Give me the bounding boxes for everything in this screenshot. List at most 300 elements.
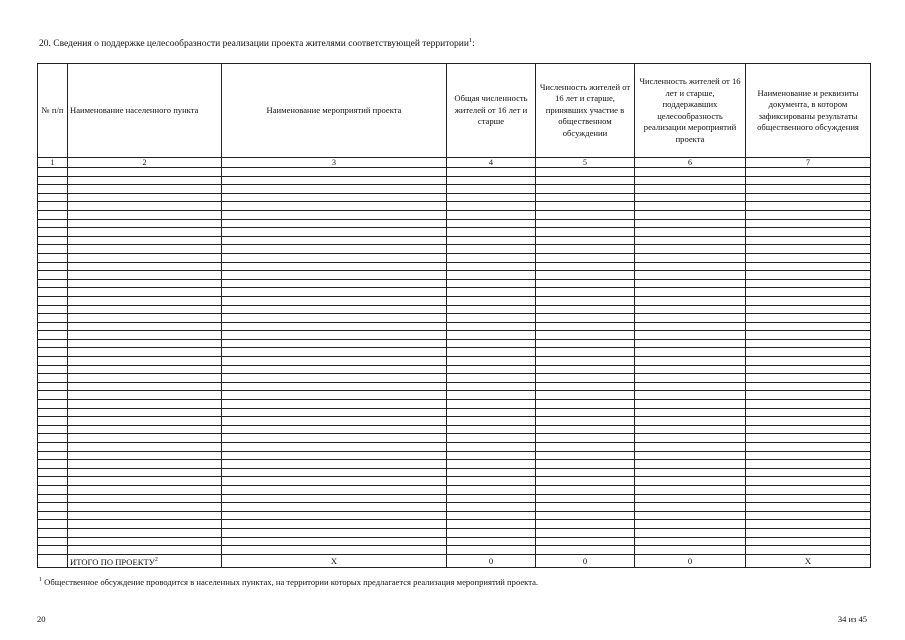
table-row — [38, 331, 871, 340]
table-cell — [222, 322, 447, 331]
table-cell — [38, 314, 68, 323]
table-cell — [536, 228, 635, 237]
table-cell — [222, 236, 447, 245]
form-section-heading — [39, 37, 475, 49]
table-cell — [38, 477, 68, 486]
table-cell — [447, 425, 536, 434]
table-cell — [38, 348, 68, 357]
table-cell — [746, 460, 871, 469]
table-row — [38, 494, 871, 503]
table-cell — [447, 520, 536, 529]
table-cell — [447, 391, 536, 400]
table-cell — [222, 202, 447, 211]
table-cell — [447, 468, 536, 477]
table-cell — [635, 348, 746, 357]
table-cell — [536, 468, 635, 477]
table-cell — [635, 331, 746, 340]
table-cell — [68, 236, 222, 245]
table-cell — [68, 288, 222, 297]
table-cell — [68, 408, 222, 417]
table-cell — [536, 503, 635, 512]
table-cell — [68, 494, 222, 503]
table-cell — [447, 434, 536, 443]
table-cell — [68, 314, 222, 323]
table-cell — [536, 425, 635, 434]
column-number: 2 — [68, 158, 222, 168]
table-cell — [447, 348, 536, 357]
table-cell — [68, 528, 222, 537]
column-number: 3 — [222, 158, 447, 168]
table-cell — [68, 331, 222, 340]
table-cell — [746, 520, 871, 529]
table-cell — [38, 537, 68, 546]
table-cell — [222, 374, 447, 383]
total-cell-total-residents: 0 — [447, 554, 536, 567]
header-cell-participants: Численность жителей от 16 лет и старше, принявших участие в общественном обсуждении — [536, 64, 635, 158]
table-cell — [635, 322, 746, 331]
total-footnote-mark: 2 — [154, 556, 158, 563]
table-cell — [746, 228, 871, 237]
table-cell — [536, 546, 635, 555]
table-cell — [746, 236, 871, 245]
heading-footnote-mark: 1 — [468, 37, 473, 44]
table-cell — [536, 348, 635, 357]
column-number: 6 — [635, 158, 746, 168]
table-cell — [68, 468, 222, 477]
table-row — [38, 511, 871, 520]
table-cell — [746, 262, 871, 271]
header-cell-activities: Наименование мероприятий проекта — [222, 64, 447, 158]
total-cell-supporters: 0 — [635, 554, 746, 567]
total-cell-activities: X — [222, 554, 447, 567]
table-cell — [222, 228, 447, 237]
table-cell — [38, 202, 68, 211]
table-cell — [536, 494, 635, 503]
table-cell — [635, 176, 746, 185]
total-cell-participants: 0 — [536, 554, 635, 567]
table-row — [38, 357, 871, 366]
table-cell — [222, 348, 447, 357]
table-cell — [447, 288, 536, 297]
table-cell — [222, 537, 447, 546]
table-row — [38, 425, 871, 434]
table-row — [38, 288, 871, 297]
table-cell — [222, 176, 447, 185]
table-cell — [536, 365, 635, 374]
table-cell — [635, 236, 746, 245]
table-cell — [38, 451, 68, 460]
table-row — [38, 271, 871, 280]
table-cell — [68, 245, 222, 254]
header-cell-supporters: Численность жителей от 16 лет и старше, поддержавших целесообразность реализации мероприятий проекта — [635, 64, 746, 158]
table-cell — [38, 374, 68, 383]
table-cell — [68, 271, 222, 280]
table-cell — [447, 219, 536, 228]
table-cell — [536, 357, 635, 366]
table-row — [38, 236, 871, 245]
table-cell — [635, 537, 746, 546]
table-cell — [222, 296, 447, 305]
table-cell — [68, 511, 222, 520]
table-cell — [38, 193, 68, 202]
table-row — [38, 382, 871, 391]
table-cell — [746, 425, 871, 434]
table-row — [38, 400, 871, 409]
table-cell — [746, 511, 871, 520]
table-cell — [746, 331, 871, 340]
table-cell — [38, 288, 68, 297]
table-cell — [635, 279, 746, 288]
table-cell — [635, 425, 746, 434]
table-cell — [447, 443, 536, 452]
table-cell — [536, 168, 635, 177]
table-cell — [447, 460, 536, 469]
table-cell — [746, 279, 871, 288]
table-cell — [68, 262, 222, 271]
table-row — [38, 210, 871, 219]
table-cell — [635, 528, 746, 537]
table-cell — [746, 528, 871, 537]
table-cell — [68, 417, 222, 426]
table-cell — [447, 365, 536, 374]
table-cell — [222, 168, 447, 177]
table-row — [38, 503, 871, 512]
table-row — [38, 460, 871, 469]
table-cell — [222, 503, 447, 512]
table-cell — [635, 374, 746, 383]
table-cell — [746, 348, 871, 357]
table-cell — [222, 314, 447, 323]
table-row — [38, 176, 871, 185]
table-cell — [447, 305, 536, 314]
table-cell — [68, 365, 222, 374]
table-cell — [536, 477, 635, 486]
table-cell — [222, 185, 447, 194]
table-cell — [635, 503, 746, 512]
table-cell — [635, 253, 746, 262]
table-cell — [38, 520, 68, 529]
table-row — [38, 314, 871, 323]
table-cell — [68, 374, 222, 383]
table-cell — [746, 494, 871, 503]
table-row — [38, 537, 871, 546]
table-cell — [68, 357, 222, 366]
table-cell — [38, 357, 68, 366]
table-cell — [38, 408, 68, 417]
table-cell — [746, 451, 871, 460]
table-cell — [38, 296, 68, 305]
column-number: 4 — [447, 158, 536, 168]
table-row — [38, 193, 871, 202]
table-cell — [635, 443, 746, 452]
table-cell — [635, 210, 746, 219]
footnote-text: Общественное обсуждение проводится в населенных пунктах, на территории которых предлагается реализация мероприятий проекта. — [44, 577, 539, 587]
table-row — [38, 434, 871, 443]
table-cell — [746, 339, 871, 348]
table-cell — [746, 485, 871, 494]
table-cell — [536, 485, 635, 494]
column-number: 5 — [536, 158, 635, 168]
table-cell — [68, 228, 222, 237]
table-cell — [38, 443, 68, 452]
total-row — [38, 554, 871, 567]
table-cell — [536, 262, 635, 271]
table-cell — [746, 546, 871, 555]
table-cell — [38, 219, 68, 228]
table-cell — [635, 468, 746, 477]
table-cell — [38, 468, 68, 477]
table-cell — [746, 443, 871, 452]
table-row — [38, 468, 871, 477]
table-cell — [38, 253, 68, 262]
table-cell — [222, 365, 447, 374]
table-row — [38, 520, 871, 529]
table-cell — [68, 305, 222, 314]
table-cell — [536, 245, 635, 254]
heading-tail: : — [472, 39, 475, 50]
table-cell — [746, 477, 871, 486]
header-cell-document: Наименование и реквизиты документа, в котором зафиксированы результаты общественного обсуждения — [746, 64, 871, 158]
table-row — [38, 391, 871, 400]
table-cell — [222, 288, 447, 297]
table-cell — [447, 228, 536, 237]
table-cell — [536, 176, 635, 185]
table-cell — [222, 382, 447, 391]
table-cell — [635, 228, 746, 237]
table-cell — [222, 305, 447, 314]
table-cell — [746, 417, 871, 426]
table-cell — [222, 262, 447, 271]
table-cell — [38, 210, 68, 219]
table-cell — [38, 400, 68, 409]
footnote — [39, 577, 538, 587]
table-cell — [68, 400, 222, 409]
table-cell — [447, 245, 536, 254]
table-cell — [222, 271, 447, 280]
table-cell — [536, 451, 635, 460]
table-cell — [222, 417, 447, 426]
table-cell — [746, 322, 871, 331]
table-row — [38, 322, 871, 331]
table-cell — [68, 546, 222, 555]
table-row — [38, 546, 871, 555]
table-cell — [222, 485, 447, 494]
table-cell — [635, 400, 746, 409]
table-cell — [68, 348, 222, 357]
table-cell — [746, 400, 871, 409]
table-cell — [447, 503, 536, 512]
table-cell — [447, 485, 536, 494]
table-cell — [68, 339, 222, 348]
table-row — [38, 185, 871, 194]
table-cell — [746, 296, 871, 305]
table-cell — [635, 520, 746, 529]
total-label — [68, 554, 222, 567]
table-cell — [38, 365, 68, 374]
table-cell — [38, 511, 68, 520]
table-cell — [447, 331, 536, 340]
table-row — [38, 202, 871, 211]
table-row — [38, 245, 871, 254]
table-row — [38, 262, 871, 271]
table-cell — [68, 279, 222, 288]
table-row — [38, 305, 871, 314]
table-cell — [68, 193, 222, 202]
table-cell — [222, 520, 447, 529]
table-cell — [447, 357, 536, 366]
table-cell — [536, 210, 635, 219]
table-cell — [38, 494, 68, 503]
table-cell — [222, 391, 447, 400]
table-cell — [447, 374, 536, 383]
table-cell — [536, 537, 635, 546]
table-cell — [68, 443, 222, 452]
table-cell — [635, 494, 746, 503]
table-cell — [536, 520, 635, 529]
table-cell — [536, 408, 635, 417]
table-row — [38, 365, 871, 374]
table-cell — [746, 537, 871, 546]
table-cell — [38, 262, 68, 271]
table-row — [38, 451, 871, 460]
table-cell — [222, 443, 447, 452]
table-cell — [746, 253, 871, 262]
table-cell — [746, 391, 871, 400]
table-row — [38, 528, 871, 537]
header-cell-total-residents: Общая численность жителей от 16 лет и старше — [447, 64, 536, 158]
table-cell — [447, 271, 536, 280]
table-cell — [746, 408, 871, 417]
table-cell — [68, 425, 222, 434]
table-cell — [447, 210, 536, 219]
footnote-mark: 1 — [39, 577, 42, 584]
table-cell — [38, 228, 68, 237]
table-cell — [746, 210, 871, 219]
table-row — [38, 253, 871, 262]
table-cell — [222, 468, 447, 477]
table-cell — [38, 245, 68, 254]
table-cell — [38, 176, 68, 185]
table-cell — [536, 417, 635, 426]
table-cell — [746, 176, 871, 185]
table-row — [38, 408, 871, 417]
table-cell — [222, 494, 447, 503]
table-cell — [38, 382, 68, 391]
table-cell — [536, 236, 635, 245]
table-cell — [635, 314, 746, 323]
table-cell — [68, 485, 222, 494]
table-cell — [222, 339, 447, 348]
table-cell — [222, 400, 447, 409]
table-cell — [68, 253, 222, 262]
table-cell — [38, 503, 68, 512]
table-cell — [447, 168, 536, 177]
table-cell — [447, 400, 536, 409]
table-cell — [447, 236, 536, 245]
table-cell — [447, 202, 536, 211]
table-cell — [536, 434, 635, 443]
table-cell — [635, 193, 746, 202]
table-cell — [635, 511, 746, 520]
table-cell — [536, 511, 635, 520]
table-cell — [536, 382, 635, 391]
table-cell — [447, 477, 536, 486]
table-cell — [536, 528, 635, 537]
table-cell — [447, 511, 536, 520]
table-cell — [746, 271, 871, 280]
table-cell — [222, 245, 447, 254]
table-cell — [746, 193, 871, 202]
table-cell — [447, 408, 536, 417]
table-cell — [536, 331, 635, 340]
table-cell — [635, 219, 746, 228]
header-cell-settlement: Наименование населенного пункта — [68, 64, 222, 158]
table-row — [38, 417, 871, 426]
table-cell — [38, 185, 68, 194]
table-cell — [447, 253, 536, 262]
table-row — [38, 219, 871, 228]
table-cell — [68, 382, 222, 391]
table-cell — [536, 279, 635, 288]
table-cell — [68, 185, 222, 194]
table-cell — [38, 271, 68, 280]
total-label-text: ИТОГО ПО ПРОЕКТУ — [70, 556, 155, 567]
table-cell — [447, 176, 536, 185]
table-cell — [222, 546, 447, 555]
table-cell — [68, 434, 222, 443]
table-cell — [746, 288, 871, 297]
table-cell — [38, 528, 68, 537]
table-cell — [68, 210, 222, 219]
table-cell — [222, 253, 447, 262]
table-cell — [635, 339, 746, 348]
table-cell — [635, 365, 746, 374]
table-cell — [536, 296, 635, 305]
table-row — [38, 477, 871, 486]
table-cell — [536, 443, 635, 452]
table-cell — [447, 417, 536, 426]
table-row — [38, 348, 871, 357]
table-cell — [222, 511, 447, 520]
table-cell — [536, 314, 635, 323]
table-cell — [68, 168, 222, 177]
table-cell — [38, 168, 68, 177]
table-cell — [635, 546, 746, 555]
table-cell — [746, 202, 871, 211]
table-cell — [222, 210, 447, 219]
table-cell — [635, 485, 746, 494]
table-cell — [536, 288, 635, 297]
table-cell — [68, 219, 222, 228]
table-cell — [635, 451, 746, 460]
support-table — [37, 63, 871, 568]
column-number-row — [38, 158, 871, 168]
table-row — [38, 443, 871, 452]
table-cell — [536, 305, 635, 314]
table-cell — [635, 288, 746, 297]
table-cell — [635, 168, 746, 177]
table-cell — [222, 460, 447, 469]
table-cell — [38, 485, 68, 494]
table-cell — [536, 322, 635, 331]
table-cell — [222, 331, 447, 340]
table-cell — [68, 296, 222, 305]
table-cell — [38, 322, 68, 331]
table-cell — [746, 357, 871, 366]
table-cell — [447, 314, 536, 323]
table-cell — [38, 236, 68, 245]
table-cell — [222, 451, 447, 460]
